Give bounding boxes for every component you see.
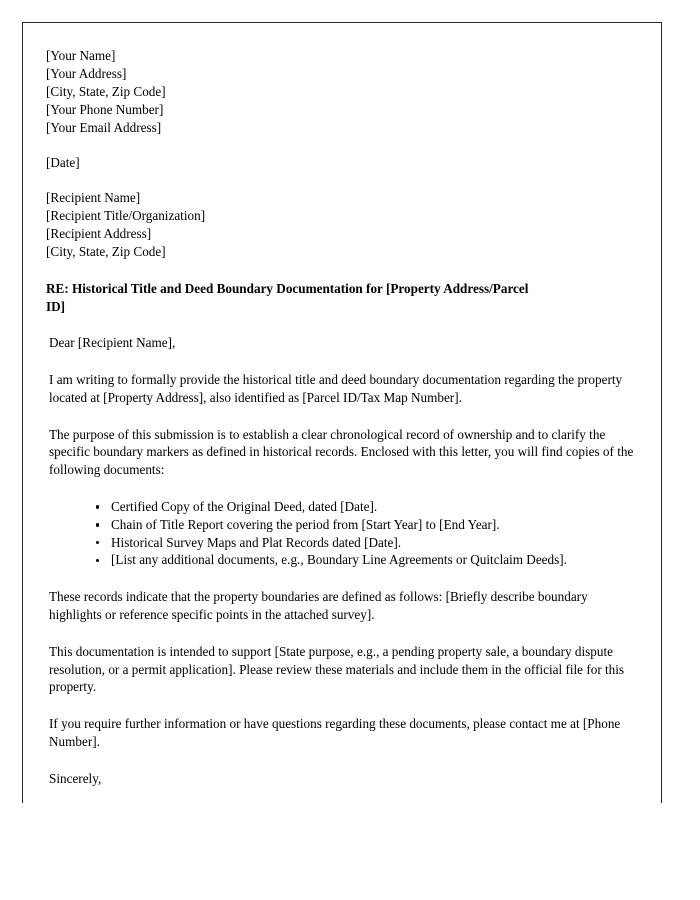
recipient-city-state-zip: [City, State, Zip Code]	[46, 244, 166, 259]
body-paragraph-3: These records indicate that the property boundaries are defined as follows: [Briefly describe boundary highlights or reference specific points in the attached survey].	[49, 589, 588, 622]
recipient-name: [Recipient Name]	[46, 190, 141, 205]
list-item: Certified Copy of the Original Deed, dated [Date].	[95, 498, 634, 516]
list-item: [List any additional documents, e.g., Boundary Line Agreements or Quitclaim Deeds].	[95, 551, 634, 569]
spacer	[46, 624, 634, 643]
sender-name: [Your Name]	[46, 48, 116, 63]
recipient-title-organization: [Recipient Title/Organization]	[46, 208, 206, 223]
spacer	[46, 137, 634, 154]
document-body	[23, 23, 661, 788]
spacer	[46, 479, 634, 498]
salutation: Dear [Recipient Name],	[49, 335, 176, 350]
spacer	[46, 696, 634, 715]
sender-address: [Your Address]	[46, 66, 127, 81]
sender-city-state-zip: [City, State, Zip Code]	[46, 84, 166, 99]
body-paragraph-5: If you require further information or have questions regarding these documents, please contact me at [Phone Number].	[49, 716, 621, 749]
recipient-address: [Recipient Address]	[46, 226, 152, 241]
spacer	[46, 352, 634, 371]
list-item: Chain of Title Report covering the period from [Start Year] to [End Year].	[95, 516, 634, 534]
spacer	[46, 172, 634, 189]
body-paragraph-1: I am writing to formally provide the historical title and deed boundary documentation regarding the property located at [Property Address], also identified as [Parcel ID/Tax Map Number].	[49, 372, 623, 405]
spacer	[46, 315, 634, 334]
body-paragraph-2: The purpose of this submission is to establish a clear chronological record of ownership and to clarify the specific boundary markers as defined in historical records. Enclosed with this letter, you will find copies of the following documents:	[49, 426, 634, 478]
list-item: Historical Survey Maps and Plat Records dated [Date].	[95, 534, 634, 552]
spacer	[46, 751, 634, 770]
spacer	[46, 261, 634, 280]
document-page	[22, 22, 662, 803]
body-paragraph-4: This documentation is intended to support [State purpose, e.g., a pending property sale, a boundary dispute resolution, or a permit application]. Please review these materials and include them in the official file for this property.	[49, 643, 625, 695]
sender-phone: [Your Phone Number]	[46, 102, 164, 117]
spacer	[46, 569, 634, 588]
recipient-address-block	[46, 189, 634, 261]
date-line: [Date]	[46, 155, 80, 170]
enclosures-list	[46, 498, 634, 569]
spacer	[46, 407, 634, 426]
sender-email: [Your Email Address]	[46, 120, 162, 135]
subject-line: RE: Historical Title and Deed Boundary Documentation for [Property Address/Parcel ID]	[46, 281, 529, 314]
closing-line: Sincerely,	[49, 770, 102, 786]
sender-address-block	[46, 47, 634, 137]
